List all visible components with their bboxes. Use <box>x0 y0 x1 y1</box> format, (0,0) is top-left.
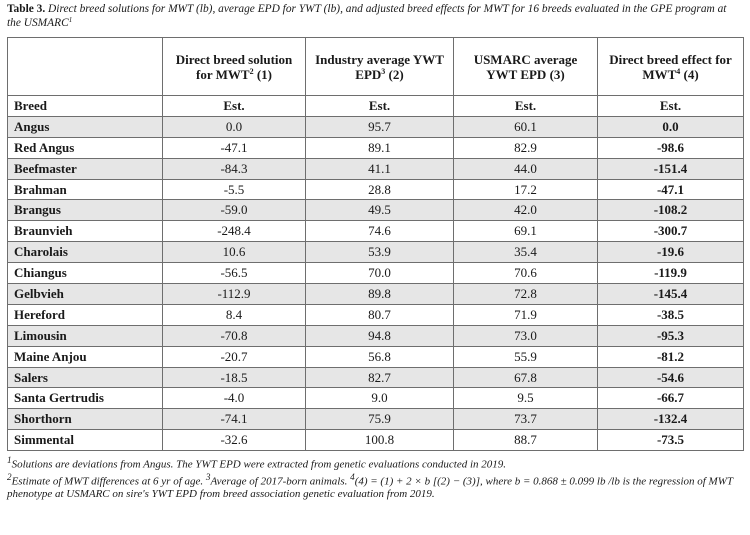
usmarc-average-cell: 72.8 <box>454 284 598 305</box>
breed-name-cell: Brahman <box>8 179 163 200</box>
industry-average-cell: 100.8 <box>306 430 454 451</box>
direct-breed-effect-cell: -132.4 <box>598 409 744 430</box>
industry-average-cell: 41.1 <box>306 158 454 179</box>
industry-average-cell: 53.9 <box>306 242 454 263</box>
breed-name-cell: Santa Gertrudis <box>8 388 163 409</box>
usmarc-average-cell: 17.2 <box>454 179 598 200</box>
table-row <box>8 116 744 137</box>
table-row <box>8 137 744 158</box>
direct-breed-effect-cell: -119.9 <box>598 263 744 284</box>
direct-breed-solution-cell: -74.1 <box>163 409 306 430</box>
direct-breed-solution-cell: -59.0 <box>163 200 306 221</box>
direct-breed-effect-cell: -108.2 <box>598 200 744 221</box>
usmarc-average-cell: 42.0 <box>454 200 598 221</box>
breed-name-cell: Simmental <box>8 430 163 451</box>
breed-name-cell: Brangus <box>8 200 163 221</box>
table-row <box>8 284 744 305</box>
direct-breed-effect-cell: -145.4 <box>598 284 744 305</box>
footnote: $^1$Solutions are deviations from Angus. The YWT EPD were extracted from genetic evaluations conducted in 2019. <box>7 455 507 471</box>
industry-average-cell: 28.8 <box>306 179 454 200</box>
breed-column-header: Breed <box>8 96 163 117</box>
table-row <box>8 200 744 221</box>
usmarc-average-cell: 35.4 <box>454 242 598 263</box>
direct-breed-solution-cell: -4.0 <box>163 388 306 409</box>
industry-average-cell: 95.7 <box>306 116 454 137</box>
breed-name-cell: Limousin <box>8 325 163 346</box>
direct-breed-effect-cell: -19.6 <box>598 242 744 263</box>
breed-name-cell: Chiangus <box>8 263 163 284</box>
direct-breed-effect-cell: 0.0 <box>598 116 744 137</box>
usmarc-average-cell: 69.1 <box>454 221 598 242</box>
usmarc-average-cell: 60.1 <box>454 116 598 137</box>
industry-average-cell: 80.7 <box>306 304 454 325</box>
table-caption <box>7 3 743 31</box>
breed-name-cell: Angus <box>8 116 163 137</box>
direct-breed-solution-cell: 8.4 <box>163 304 306 325</box>
column-header-direct-breed-solution: Direct breed solution for MWT$^2$ (1) <box>163 38 306 96</box>
usmarc-average-cell: 9.5 <box>454 388 598 409</box>
direct-breed-effect-cell: -95.3 <box>598 325 744 346</box>
breed-name-cell: Red Angus <box>8 137 163 158</box>
industry-average-cell: 94.8 <box>306 325 454 346</box>
breed-name-cell: Shorthorn <box>8 409 163 430</box>
direct-breed-effect-cell: -151.4 <box>598 158 744 179</box>
usmarc-average-cell: 71.9 <box>454 304 598 325</box>
est-header: Est. <box>598 96 744 117</box>
subheader-row <box>8 96 744 117</box>
direct-breed-solution-cell: -70.8 <box>163 325 306 346</box>
table-row <box>8 346 744 367</box>
table-row <box>8 263 744 284</box>
breed-effects-table <box>7 37 744 451</box>
direct-breed-solution-cell: -47.1 <box>163 137 306 158</box>
industry-average-cell: 49.5 <box>306 200 454 221</box>
usmarc-average-cell: 73.0 <box>454 325 598 346</box>
industry-average-cell: 89.8 <box>306 284 454 305</box>
usmarc-average-cell: 55.9 <box>454 346 598 367</box>
breed-name-cell: Hereford <box>8 304 163 325</box>
breed-name-cell: Braunvieh <box>8 221 163 242</box>
table-row <box>8 367 744 388</box>
industry-average-cell: 9.0 <box>306 388 454 409</box>
est-header: Est. <box>454 96 598 117</box>
industry-average-cell: 70.0 <box>306 263 454 284</box>
industry-average-cell: 89.1 <box>306 137 454 158</box>
breed-name-cell: Charolais <box>8 242 163 263</box>
direct-breed-solution-cell: -5.5 <box>163 179 306 200</box>
column-header-empty <box>8 38 163 96</box>
direct-breed-solution-cell: 10.6 <box>163 242 306 263</box>
industry-average-cell: 74.6 <box>306 221 454 242</box>
direct-breed-solution-cell: -112.9 <box>163 284 306 305</box>
industry-average-cell: 75.9 <box>306 409 454 430</box>
table-label: Table 3. <box>7 3 46 15</box>
caption-footnote-mark: 1 <box>68 15 73 24</box>
direct-breed-effect-cell: -98.6 <box>598 137 744 158</box>
direct-breed-solution-cell: -18.5 <box>163 367 306 388</box>
column-header-industry-average: Industry average YWT EPD$^3$ (2) <box>306 38 454 96</box>
industry-average-cell: 56.8 <box>306 346 454 367</box>
direct-breed-solution-cell: -84.3 <box>163 158 306 179</box>
direct-breed-effect-cell: -47.1 <box>598 179 744 200</box>
usmarc-average-cell: 70.6 <box>454 263 598 284</box>
table-row <box>8 409 744 430</box>
usmarc-average-cell: 44.0 <box>454 158 598 179</box>
direct-breed-solution-cell: -56.5 <box>163 263 306 284</box>
table-row <box>8 388 744 409</box>
column-header-row <box>8 38 744 96</box>
direct-breed-effect-cell: -300.7 <box>598 221 744 242</box>
est-header: Est. <box>306 96 454 117</box>
breed-name-cell: Gelbvieh <box>8 284 163 305</box>
column-header-direct-breed-effect: Direct breed effect for MWT$^4$ (4) <box>598 38 744 96</box>
direct-breed-effect-cell: -81.2 <box>598 346 744 367</box>
industry-average-cell: 82.7 <box>306 367 454 388</box>
table-row <box>8 158 744 179</box>
usmarc-average-cell: 82.9 <box>454 137 598 158</box>
table-row <box>8 242 744 263</box>
table-row <box>8 325 744 346</box>
direct-breed-effect-cell: -38.5 <box>598 304 744 325</box>
table-row <box>8 221 744 242</box>
direct-breed-solution-cell: -20.7 <box>163 346 306 367</box>
direct-breed-effect-cell: -73.5 <box>598 430 744 451</box>
direct-breed-solution-cell: 0.0 <box>163 116 306 137</box>
breed-name-cell: Salers <box>8 367 163 388</box>
usmarc-average-cell: 88.7 <box>454 430 598 451</box>
footnotes <box>7 454 743 501</box>
table-row <box>8 430 744 451</box>
table-row <box>8 179 744 200</box>
breed-name-cell: Maine Anjou <box>8 346 163 367</box>
direct-breed-solution-cell: -248.4 <box>163 221 306 242</box>
column-header-usmarc-average: USMARC average YWT EPD (3) <box>454 38 598 96</box>
caption-text: Direct breed solutions for MWT (lb), average EPD for YWT (lb), and adjusted breed effects for MWT for 16 breeds evaluated in the GPE program at the USMARC <box>7 3 727 29</box>
breed-name-cell: Beefmaster <box>8 158 163 179</box>
usmarc-average-cell: 67.8 <box>454 367 598 388</box>
direct-breed-effect-cell: -54.6 <box>598 367 744 388</box>
est-header: Est. <box>163 96 306 117</box>
table-body <box>8 116 744 450</box>
direct-breed-solution-cell: -32.6 <box>163 430 306 451</box>
usmarc-average-cell: 73.7 <box>454 409 598 430</box>
footnote: $^2$Estimate of MWT differences at 6 yr of age. $^3$Average of 2017-born animals. $^4$(4) = (1) + 2 × b [(2) − (3)], where b = 0.868 ± 0.099 lb /lb is the regression of MWT phenotype at USMARC on sire's YWT EPD from breed association genetic evaluation from 2019. <box>7 472 733 501</box>
table-row <box>8 304 744 325</box>
direct-breed-effect-cell: -66.7 <box>598 388 744 409</box>
